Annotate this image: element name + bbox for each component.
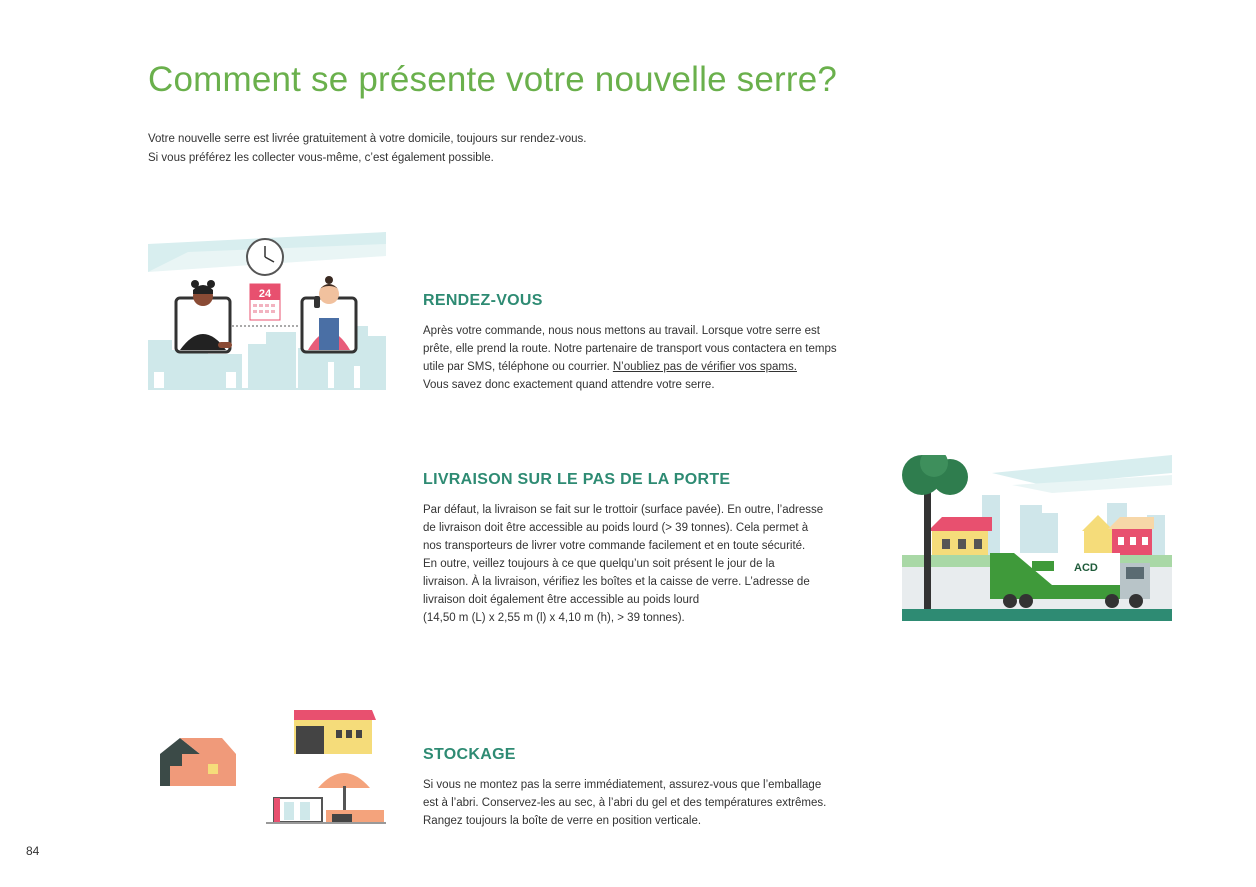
stockage-line-2: est à l’abri. Conservez-les au sec, à l’abri du gel et des températures extrêmes. — [423, 797, 827, 809]
livraison-line-6: livraison doit également être accessible au poids lourd — [423, 594, 700, 606]
livraison-line-5: livraison. À la livraison, vérifiez les boîtes et la caisse de verre. L’adresse de — [423, 576, 810, 588]
section-stockage — [423, 746, 883, 830]
delivery-illustration — [902, 455, 1172, 621]
spam-reminder-link[interactable]: N’oubliez pas de vérifier vos spams. — [612, 361, 797, 373]
livraison-line-2: de livraison doit être accessible au poids lourd (> 39 tonnes). Cela permet à — [423, 522, 809, 534]
person-on-phone — [302, 276, 356, 352]
rendezvous-line-3-text: utile par SMS, téléphone ou courrier. — [423, 361, 613, 373]
rendezvous-line-4: Vous savez donc exactement quand attendre votre serre. — [423, 379, 715, 391]
stockage-line-1: Si vous ne montez pas la serre immédiatement, assurez-vous que l’emballage — [423, 779, 822, 791]
glass-box-icon — [266, 798, 386, 824]
intro-text — [148, 130, 708, 168]
livraison-line-1: Par défaut, la livraison se fait sur le trottoir (surface pavée). En outre, l’adresse — [423, 504, 824, 516]
livraison-line-3: nos transporteurs de livrer votre commande facilement et en toute sécurité. — [423, 540, 806, 552]
livraison-body — [423, 501, 883, 627]
page-title: Comment se présente votre nouvelle serre? — [148, 60, 838, 99]
intro-line-1: Votre nouvelle serre est livrée gratuitement à votre domicile, toujours sur rendez-vous. — [148, 133, 587, 145]
stockage-body — [423, 776, 883, 830]
rendezvous-line-3 — [423, 358, 883, 376]
livraison-line-4: En outre, veillez toujours à ce que quelqu’un soit présent le jour de la — [423, 558, 775, 570]
livraison-line-7: (14,50 m (L) x 2,55 m (l) x 4,10 m (h), > 39 tonnes). — [423, 612, 685, 624]
storage-illustration — [160, 710, 386, 825]
clock-icon — [247, 239, 283, 275]
rendezvous-heading: RENDEZ-VOUS — [423, 292, 543, 309]
rendezvous-line-1: Après votre commande, nous nous mettons au travail. Lorsque votre serre est — [423, 325, 820, 337]
truck-logo-text: ACD — [1074, 562, 1098, 574]
rendezvous-body — [423, 322, 883, 394]
livraison-heading: LIVRAISON SUR LE PAS DE LA PORTE — [423, 471, 731, 488]
parasol-icon — [318, 773, 370, 810]
calendar-number: 24 — [258, 288, 272, 300]
warehouse-icon — [294, 710, 376, 754]
intro-line-2: Si vous préférez les collecter vous-même, c’est également possible. — [148, 152, 494, 164]
stockage-heading: STOCKAGE — [423, 746, 516, 763]
section-rendezvous — [423, 292, 883, 394]
calendar-icon — [250, 284, 280, 320]
page-number: 84 — [26, 844, 40, 858]
person-on-screen — [176, 280, 232, 352]
section-livraison — [423, 471, 883, 627]
rendezvous-illustration — [148, 222, 386, 390]
stockage-line-3: Rangez toujours la boîte de verre en position verticale. — [423, 815, 702, 827]
rendezvous-line-2: prête, elle prend la route. Notre partenaire de transport vous contactera en temps — [423, 343, 837, 355]
house-icon — [160, 738, 236, 786]
